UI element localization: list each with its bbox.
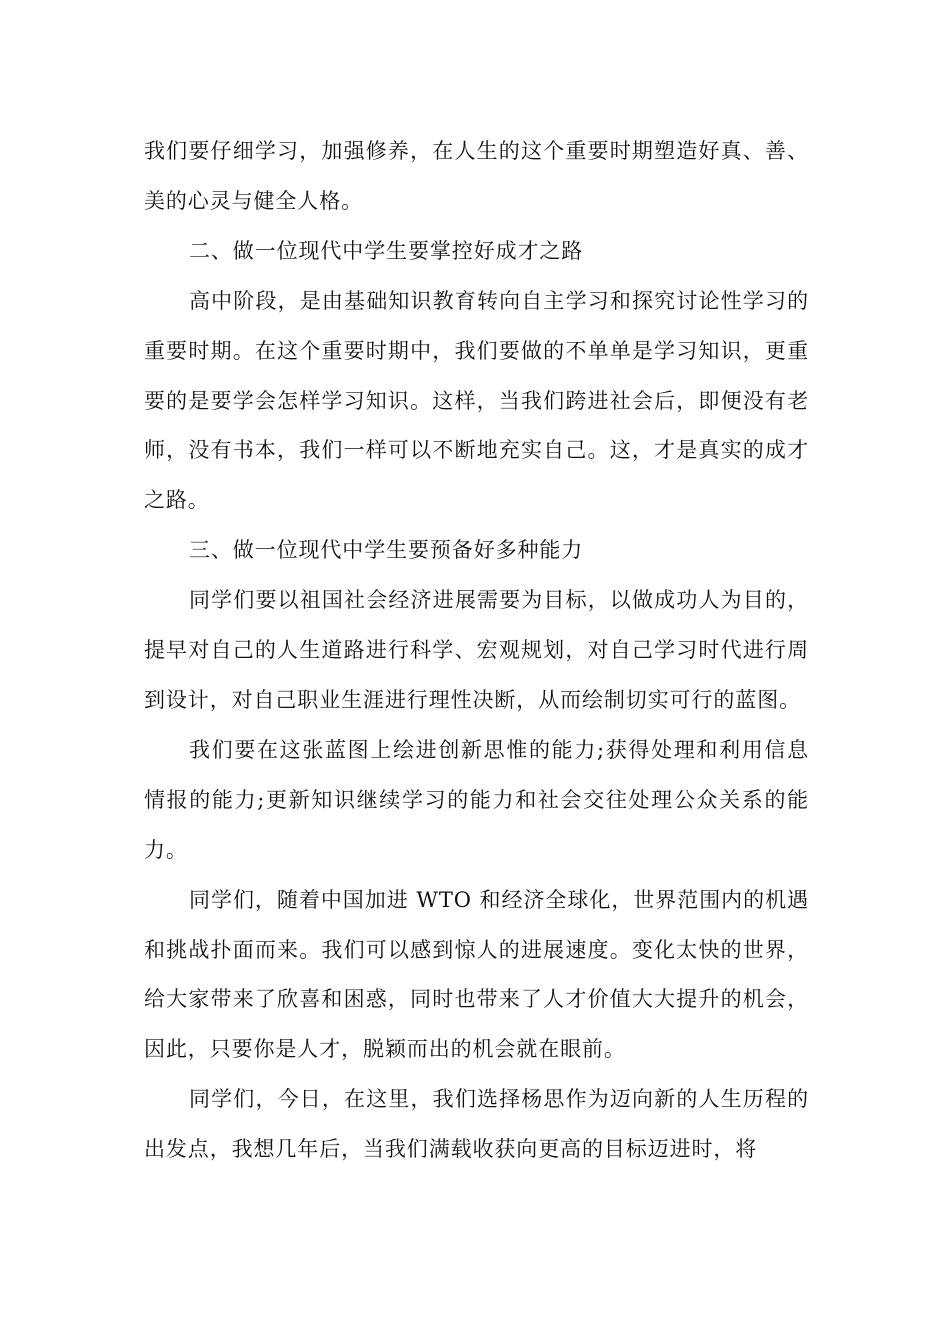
paragraph: 同学们要以祖国社会经济进展需要为目标，以做成功人为目的，提早对自己的人生道路进行科学、宏观规划，对自己学习时代进行周到设计，对自己职业生涯进行理性决断，从而绘制切实可行的蓝图。 [144,588,809,712]
section-heading-3: 三、做一位现代中学生要预备好多种能力 [189,538,584,563]
section-heading-2: 二、做一位现代中学生要掌控好成才之路 [189,238,584,263]
body-text [144,127,809,1175]
paragraph: 同学们，随着中国加进 WTO 和经济全球化，世界范围内的机遇和挑战扑面而来。我们可以感到惊人的进展速度。变化太快的世界，给大家带来了欣喜和困惑，同时也带来了人才价值大大提升的机会，因此，只要你是人才，脱颖而出的机会就在眼前。 [144,887,809,1062]
paragraph: 我们要在这张蓝图上绘进创新思惟的能力;获得处理和利用信息情报的能力;更新知识继续学习的能力和社会交往处理公众关系的能力。 [144,737,809,862]
paragraph-continuation: 我们要仔细学习，加强修养，在人生的这个重要时期塑造好真、善、美的心灵与健全人格。 [144,139,809,213]
paragraph: 同学们，今日，在这里，我们选择杨思作为迈向新的人生历程的出发点，我想几年后，当我们满载收获向更高的目标迈进时，将 [144,1087,809,1162]
paragraph: 高中阶段，是由基础知识教育转向自主学习和探究讨论性学习的重要时期。在这个重要时期中，我们要做的不单单是学习知识，更重要的是要学会怎样学习知识。这样，当我们跨进社会后，即便没有老师，没有书本，我们一样可以不断地充实自己。这，才是真实的成才之路。 [144,288,809,513]
